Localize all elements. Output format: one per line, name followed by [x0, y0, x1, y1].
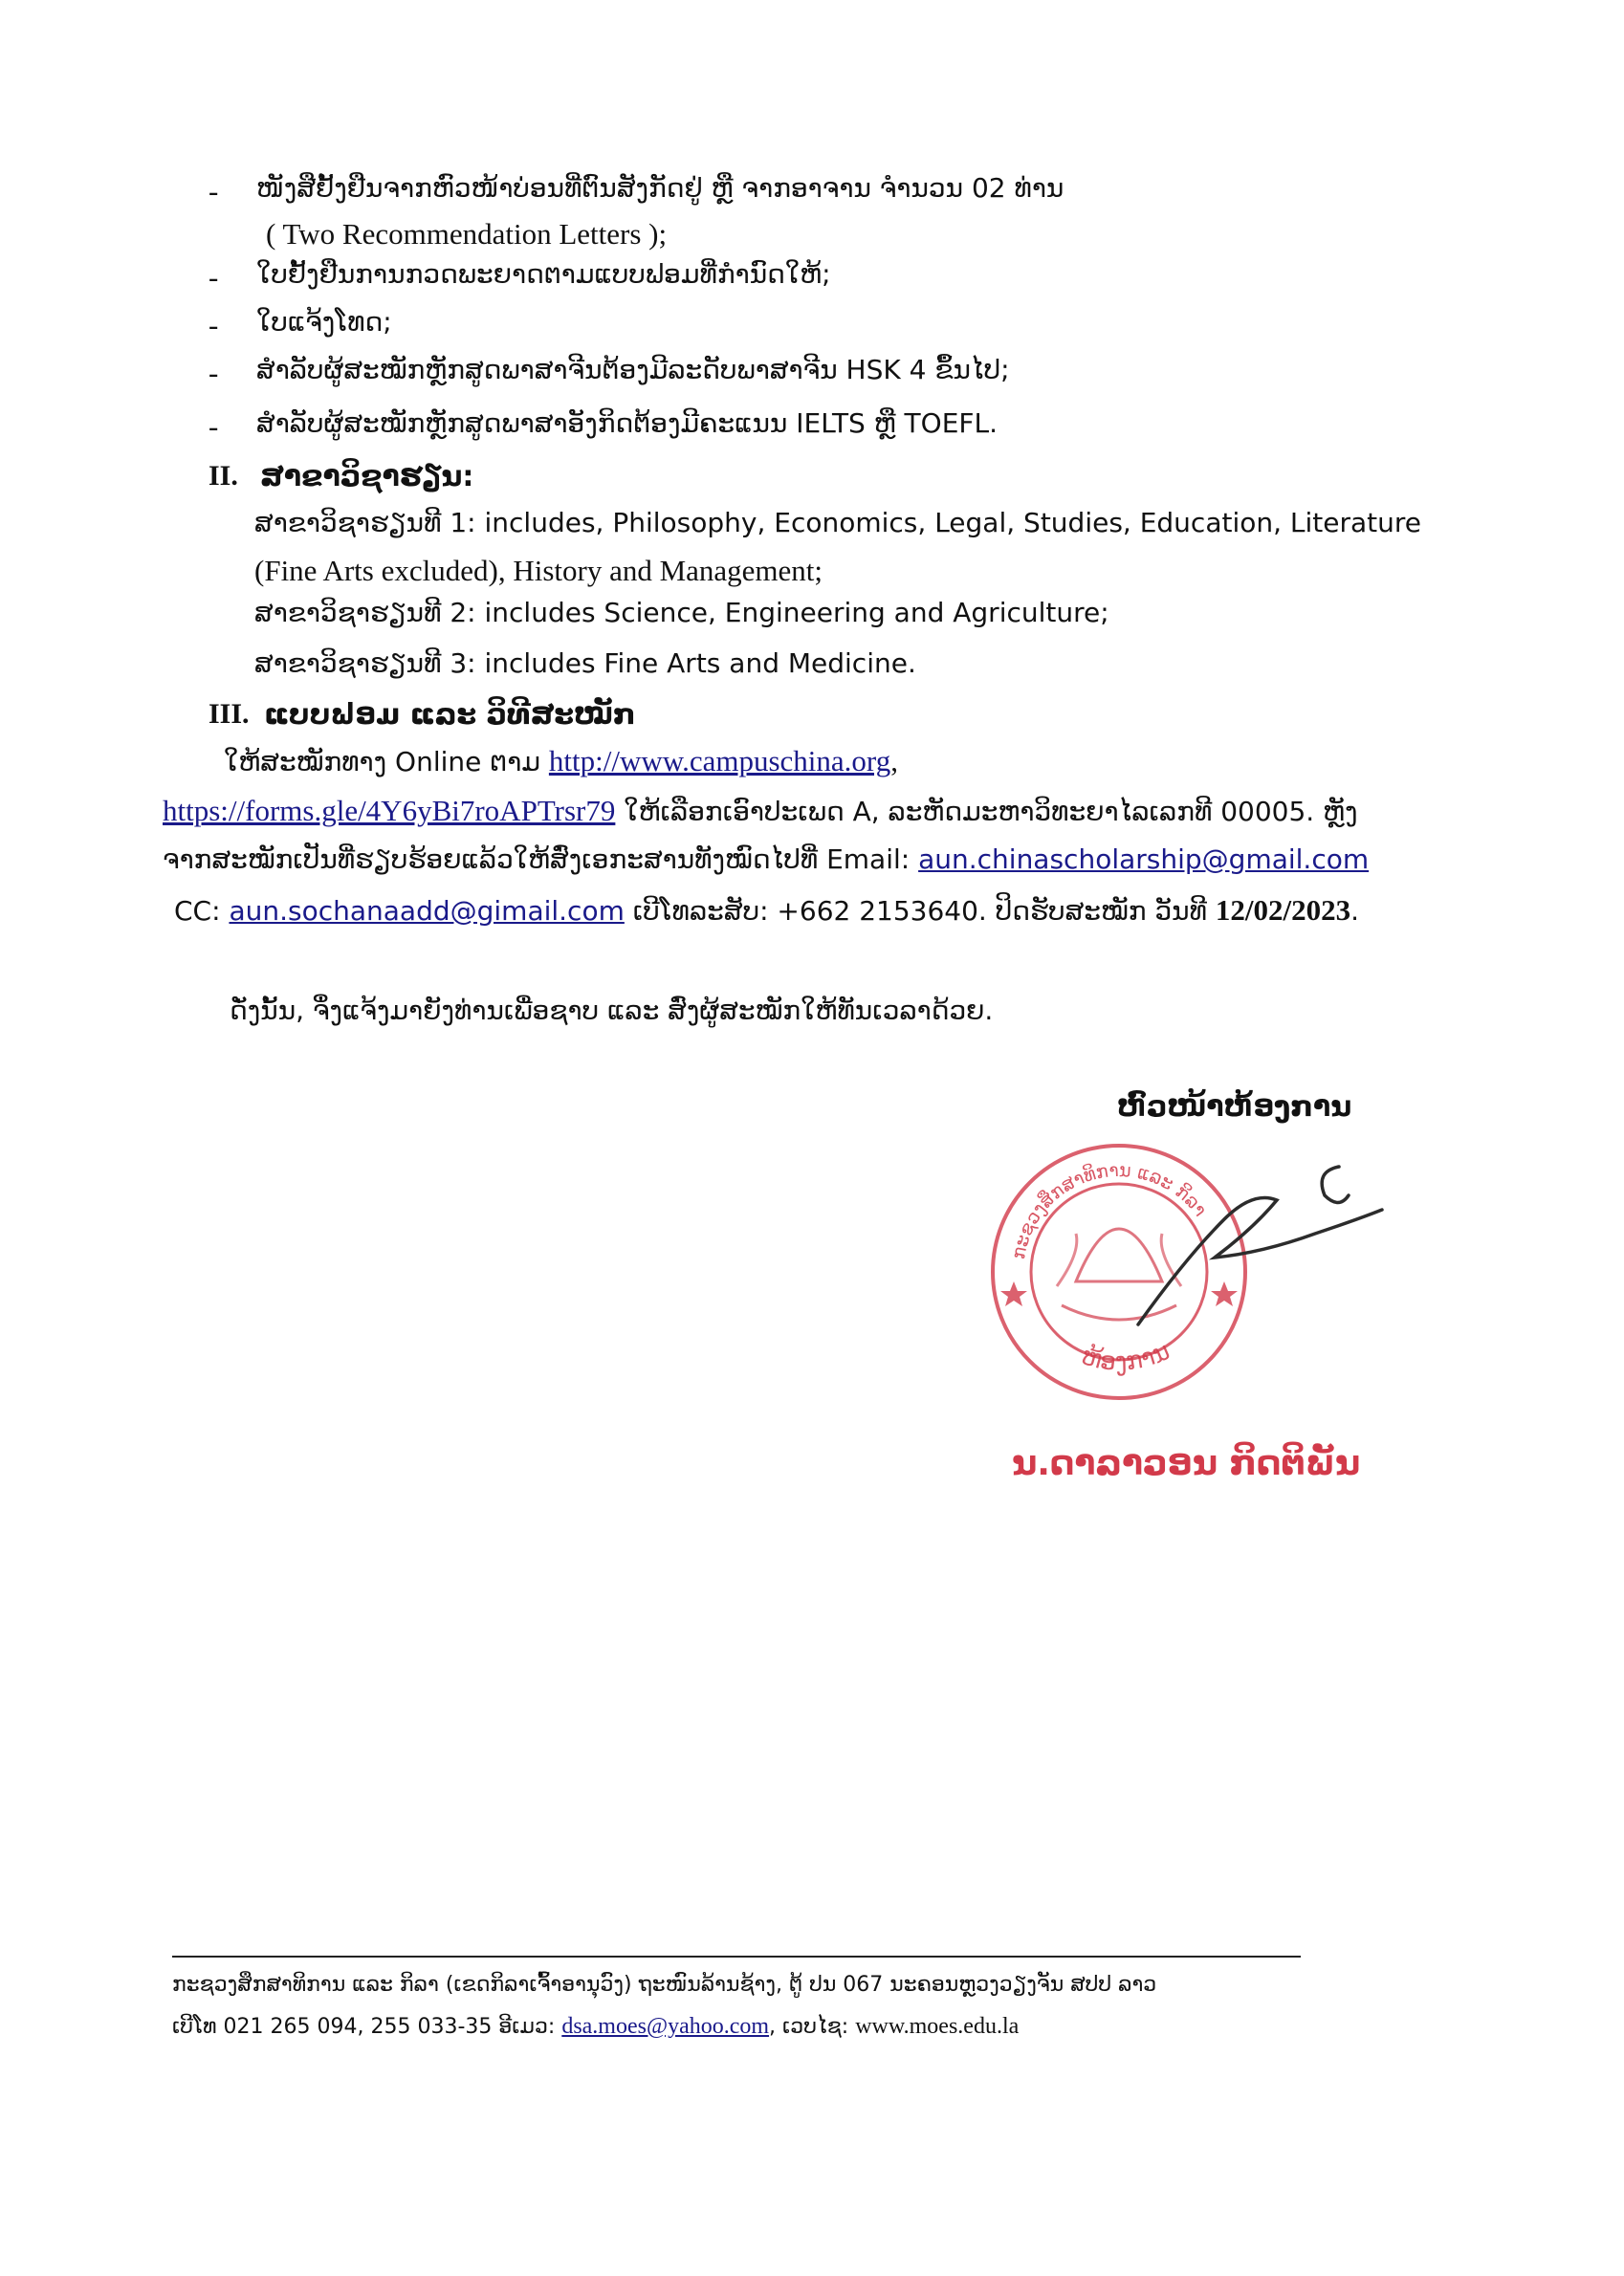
- bullet-item-criminal-record: ໃບແຈ້ງໂທດ;: [256, 306, 392, 338]
- phone-deadline-text: ເບີໂທລະສັບ: +662 2153640. ປິດຮັບສະໝັກ ວັນທີ: [624, 895, 1216, 927]
- footer-contact: [172, 2014, 1019, 2040]
- bullet-dash: -: [208, 174, 219, 208]
- apply-line-2: [163, 794, 1358, 828]
- section-3-title: ແບບຟອມ ແລະ ວິທີສະໝັກ: [264, 698, 636, 732]
- bullet-item-medical: ໃບຢັ້ງຢືນການກວດພະຍາດຕາມແບບຟອມທີ່ກຳນົດໃຫ້;: [256, 258, 831, 290]
- apply-line-4: [174, 893, 1359, 928]
- bullet-item-ielts: ສຳລັບຜູ້ສະໝັກຫຼັກສູດພາສາອັງກິດຕ້ອງມີຄະແນນ IELTS ຫຼື TOEFL.: [256, 407, 998, 439]
- bullet-item-recommendation: ໜັງສືຢັ້ງຢືນຈາກຫົວໜ້າບ່ອນທີ່ຕົນສັງກັດຢູ່ ຫຼື ຈາກອາຈານ ຈຳນວນ 02 ທ່ານ: [256, 172, 1064, 204]
- deadline-period: .: [1350, 895, 1359, 927]
- deadline-date: 12/02/2023: [1215, 893, 1351, 927]
- section-2-title: ສາຂາວິຊາຮຽນ:: [260, 460, 474, 493]
- footer-divider: [172, 1956, 1301, 1958]
- apply-line-3-text: ຈາກສະໝັກເປັນທີ່ຮຽບຮ້ອຍແລ້ວໃຫ້ສົ່ງເອກະສານທັງໝົດໄປທີ່ Email:: [163, 843, 919, 875]
- bullet-item-recommendation-sub: ( Two Recommendation Letters );: [266, 217, 668, 251]
- signatory-name: ນ.ດາລາວອນ ກິດຕິພັນ: [1012, 1444, 1361, 1483]
- footer-email-link[interactable]: dsa.moes@yahoo.com: [561, 2014, 770, 2039]
- apply-line-3: [163, 843, 1369, 875]
- cc-email-link[interactable]: aun.sochanaadd@gimail.com: [229, 895, 625, 927]
- section-2-number: II.: [208, 460, 238, 492]
- field-line-1: ສາຂາວິຊາຮຽນທີ 1: includes, Philosophy, Economics, Legal, Studies, Education, Literature: [254, 507, 1422, 538]
- footer-address: ກະຊວງສຶກສາທິການ ແລະ ກິລາ (ເຂດກິລາເຈົ້າອານຸວົງ) ຖະໜົນລ້ານຊ້າງ, ຕູ້ ປນ 067 ນະຄອນຫຼວງວຽງຈັນ ສປປ ລາວ: [172, 1973, 1157, 1997]
- closing-sentence: ດັ່ງນັ້ນ, ຈຶ່ງແຈ້ງມາຍັງທ່ານເພື່ອຊາບ ແລະ ສົ່ງຜູ້ສະໝັກໃຫ້ທັນເວລາດ້ວຍ.: [230, 995, 994, 1026]
- footer-website: www.moes.edu.la: [855, 2014, 1020, 2039]
- footer-website-label: , ເວບໄຊ:: [769, 2015, 856, 2039]
- stamp-top-text: ກະຊວງສຶກສາທິການ ແລະ ກິລາ: [1007, 1159, 1212, 1261]
- handwritten-signature-icon: [1109, 1143, 1387, 1334]
- field-line-2: ສາຂາວິຊາຮຽນທີ 2: includes Science, Engineering and Agriculture;: [254, 597, 1109, 628]
- apply-line-1: [224, 744, 898, 778]
- signature-title: ຫົວໜ້າຫ້ອງການ: [1117, 1090, 1352, 1124]
- email-link[interactable]: aun.chinascholarship@gmail.com: [918, 843, 1370, 875]
- bullet-dash: -: [208, 356, 219, 389]
- bullet-dash: -: [208, 260, 219, 294]
- google-form-link[interactable]: https://forms.gle/4Y6yBi7roAPTrsr79: [163, 794, 616, 827]
- footer-phone: ເບີໂທ 021 265 094, 255 033-35 ອີເມວ:: [172, 2015, 562, 2039]
- bullet-dash: -: [208, 308, 219, 341]
- section-3-number: III.: [208, 698, 250, 730]
- apply-line-1-text: ໃຫ້ສະໝັກທາງ Online ຕາມ: [224, 746, 549, 777]
- campuschina-link[interactable]: http://www.campuschina.org: [548, 744, 891, 777]
- apply-line-1-comma: ,: [890, 744, 898, 777]
- apply-line-2-text: ໃຫ້ເລືອກເອົາປະເພດ A, ລະຫັດມະຫາວິທະຍາໄລເລກທີ 00005. ຫຼັງ: [615, 796, 1358, 827]
- field-line-1-cont: (Fine Arts excluded), History and Management;: [254, 554, 823, 587]
- cc-label: CC:: [174, 895, 230, 927]
- bullet-dash: -: [208, 409, 219, 443]
- stamp-bottom-text: ຫ້ອງການ: [1078, 1336, 1174, 1377]
- field-line-3: ສາຂາວິຊາຮຽນທີ 3: includes Fine Arts and Medicine.: [254, 647, 916, 679]
- bullet-item-hsk: ສຳລັບຜູ້ສະໝັກຫຼັກສູດພາສາຈີນຕ້ອງມີລະດັບພາສາຈີນ HSK 4 ຂຶ້ນໄປ;: [256, 354, 1010, 385]
